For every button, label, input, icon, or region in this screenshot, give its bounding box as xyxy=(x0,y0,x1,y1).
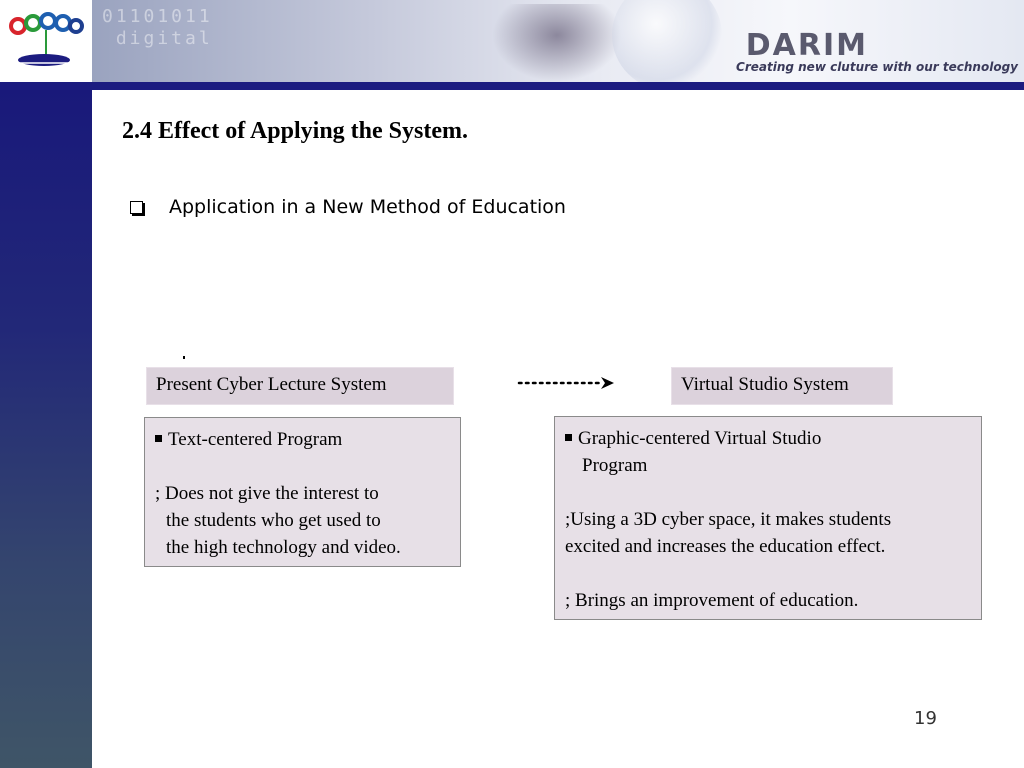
panel-present-system xyxy=(144,417,461,567)
slide-title: 2.4 Effect of Applying the System. xyxy=(122,118,468,144)
dotted-arrow-icon xyxy=(517,375,617,391)
item-text: Graphic-centered Virtual Studio xyxy=(578,428,822,449)
brand-tagline: Creating new cluture with our technology xyxy=(736,60,1018,74)
desc-line: excited and increases the education effect. xyxy=(565,536,886,557)
left-sidebar xyxy=(0,90,92,768)
item-text-cont: Program xyxy=(582,455,648,476)
square-bullet-icon xyxy=(155,435,162,442)
brand-name: DARIM xyxy=(745,28,868,63)
header-banner xyxy=(0,0,1024,90)
banner-globe-image xyxy=(612,0,722,82)
checkbox-bullet-icon xyxy=(130,201,143,214)
panel-virtual-system xyxy=(554,416,982,620)
panel-item xyxy=(155,426,450,453)
square-bullet-icon xyxy=(565,434,572,441)
page-number: 19 xyxy=(914,708,937,729)
stray-dot xyxy=(183,356,185,359)
company-logo-icon xyxy=(0,0,92,88)
logo-area xyxy=(0,0,93,88)
banner-person-image xyxy=(492,4,622,82)
desc-line: ; Does not give the interest to xyxy=(155,483,379,504)
desc-line: ; Brings an improvement of education. xyxy=(565,590,859,611)
desc-line: the high technology and video. xyxy=(166,537,401,558)
banner-strip xyxy=(0,82,1024,90)
item-text: Text-centered Program xyxy=(168,429,343,450)
label-present-system: Present Cyber Lecture System xyxy=(146,367,454,405)
label-virtual-system: Virtual Studio System xyxy=(671,367,893,405)
banner-decor-digits: 01101011 digital xyxy=(102,6,213,49)
bullet-text: Application in a New Method of Education xyxy=(169,196,566,218)
bullet-row xyxy=(130,196,566,218)
desc-line: ;Using a 3D cyber space, it makes students xyxy=(565,509,892,530)
desc-line: the students who get used to xyxy=(166,510,381,531)
panel-item xyxy=(565,425,971,452)
